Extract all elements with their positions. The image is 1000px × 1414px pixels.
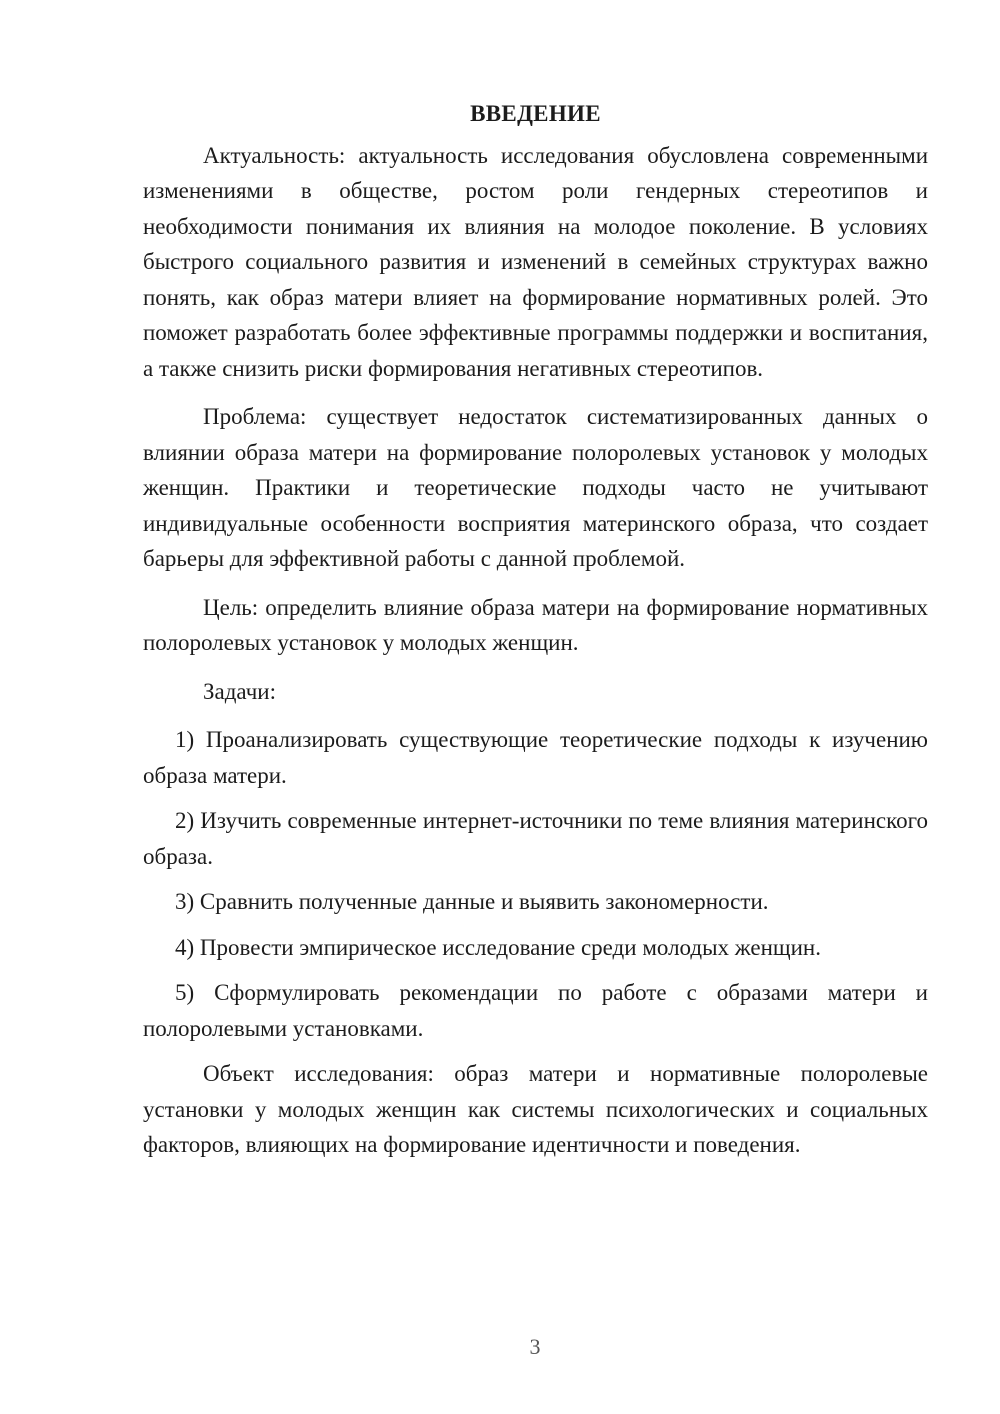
page-title: ВВЕДЕНИЕ (470, 101, 601, 126)
tasks-heading: Задачи: (203, 678, 276, 704)
task-item-2: 2) Изучить современные интернет-источники по теме влияния материнского образа. (143, 808, 928, 869)
paragraph-relevance: Актуальность: актуальность исследования обусловлена современными изменениями в обществе, ростом роли гендерных стереотипов и необходимости понимания их влияния на молодое поколение. В условиях быстрого социального развития и изменений в семейных структурах важно понять, как образ матери влияет на формирование нормативных ролей. Это поможет разработать более эффективные программы поддержки и воспитания, а также снизить риски формирования негативных стереотипов. (143, 142, 928, 381)
task-item-5: 5) Сформулировать рекомендации по работе с образами матери и полоролевыми установками. (143, 980, 928, 1041)
page-number: 3 (529, 1334, 541, 1359)
task-item-1: 1) Проанализировать существующие теоретические подходы к изучению образа матери. (143, 727, 928, 788)
page-body (143, 96, 928, 1176)
task-item-4: 4) Провести эмпирическое исследование среди молодых женщин. (175, 934, 821, 960)
paragraph-goal: Цель: определить влияние образа матери на формирование нормативных полоролевых установок у молодых женщин. (143, 594, 928, 655)
paragraph-problem: Проблема: существует недостаток систематизированных данных о влиянии образа матери на формирование полоролевых установок у молодых женщин. Практики и теоретические подходы часто не учитывают индивидуальные особенности восприятия материнского образа, что создает барьеры для эффективной работы с данной проблемой. (143, 404, 928, 571)
paragraph-object: Объект исследования: образ матери и нормативные полоролевые установки у молодых женщин как системы психологических и социальных факторов, влияющих на формирование идентичности и поведения. (143, 1061, 928, 1157)
task-item-3: 3) Сравнить полученные данные и выявить закономерности. (175, 889, 769, 914)
